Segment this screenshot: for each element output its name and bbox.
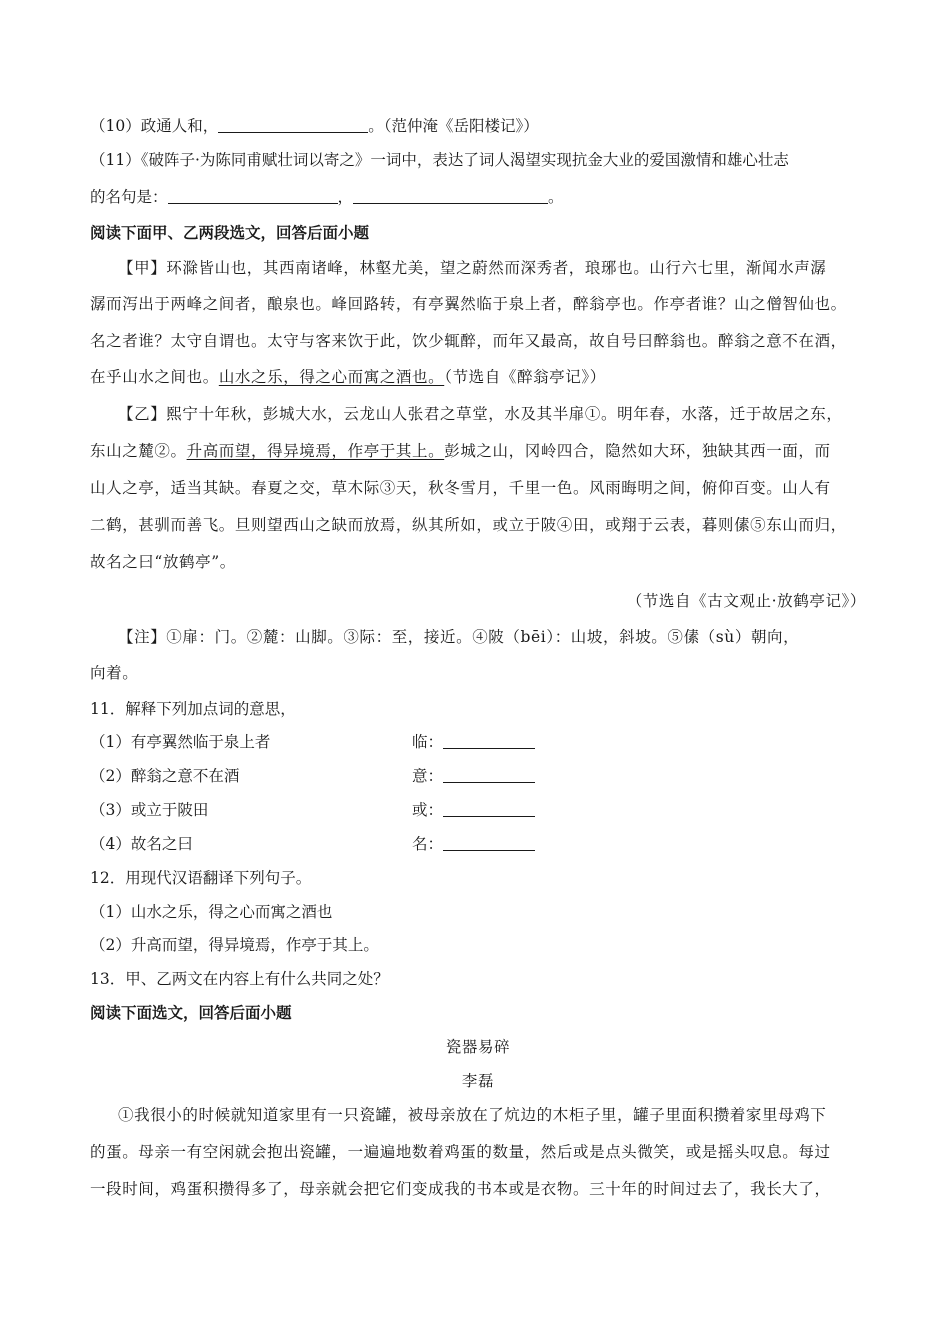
- answer-blank[interactable]: [168, 187, 338, 204]
- translation-item: （1）山水之乐，得之心而寓之酒也: [90, 903, 333, 921]
- question-10: （10）政通人和， 。（范仲淹《岳阳楼记》）: [90, 117, 539, 135]
- article-paragraph-line: ①我很小的时候就知道家里有一只瓷罐，被母亲放在了炕边的木柜子里，罐子里面积攒着家里母鸡下: [118, 1106, 827, 1124]
- translation-item: （2）升高而望，得异境焉，作亭于其上。: [90, 936, 379, 954]
- passage-yi-line: 二鹤，甚驯而善飞。旦则望西山之缺而放焉，纵其所如，或立于陂④田，或翔于云表，暮则傃⑤东山而归，: [90, 516, 847, 534]
- question-12-stem: 12．用现代汉语翻译下列句子。: [90, 869, 312, 887]
- question-11-stem: 11．解释下列加点词的意思，: [90, 700, 296, 718]
- passage-jia-line: 在乎山水之间也。山水之乐，得之心而寓之酒也。（节选自《醉翁亭记》）: [90, 368, 606, 386]
- passage-yi-line: 【乙】熙宁十年秋，彭城大水，云龙山人张君之草堂，水及其半扉①。明年春，水落，迁于故居之东，: [118, 405, 843, 423]
- answer-blank[interactable]: [443, 800, 535, 817]
- vocab-item: （4）故名之曰 名：: [90, 832, 866, 856]
- passage-jia-line: 名之者谁？太守自谓也。太守与客来饮于此，饮少辄醉，而年又最高，故自号曰醉翁也。醉翁之意不在酒，: [90, 332, 847, 350]
- answer-blank[interactable]: [353, 187, 548, 204]
- passage-jia-line: 潺而泻出于两峰之间者，酿泉也。峰回路转，有亭翼然临于泉上者，醉翁亭也。作亭者谁？山之僧智仙也。: [90, 295, 847, 313]
- article-paragraph-line: 的蛋。母亲一有空闲就会抱出瓷罐，一遍遍地数着鸡蛋的数量，然后或是点头微笑，或是摇头叹息。每过: [90, 1143, 831, 1161]
- passage-yi-line: 东山之麓②。升高而望，得异境焉，作亭于其上。彭城之山，冈岭四合，隐然如大环，独缺其西一面，而: [90, 442, 831, 460]
- annotation-note: 向着。: [90, 664, 139, 682]
- question-11-line2: 的名句是： ， 。: [90, 188, 564, 206]
- article-title: 瓷器易碎: [445, 1038, 511, 1056]
- passage-yi-line: 山人之亭，适当其缺。春夏之交，草木际③天，秋冬雪月，千里一色。风雨晦明之间，俯仰百变。山人有: [90, 479, 831, 497]
- vocab-item: （2）醉翁之意不在酒 意：: [90, 764, 866, 788]
- section-heading: 阅读下面甲、乙两段选文，回答后面小题: [90, 223, 370, 242]
- passage-yi-source: （节选自《古文观止·放鹤亭记》）: [626, 592, 866, 610]
- article-author: 李磊: [461, 1072, 495, 1090]
- vocab-item: （1）有亭翼然临于泉上者 临：: [90, 730, 866, 754]
- article-paragraph-line: 一段时间，鸡蛋积攒得多了，母亲就会把它们变成我的书本或是衣物。三十年的时间过去了，我长大了，: [90, 1180, 831, 1198]
- answer-blank[interactable]: [218, 116, 368, 133]
- answer-blank[interactable]: [443, 834, 535, 851]
- section-heading: 阅读下面选文，回答后面小题: [90, 1003, 292, 1022]
- vocab-item: （3）或立于陂田 或：: [90, 798, 866, 822]
- underlined-sentence: 山水之乐，得之心而寓之酒也。: [218, 368, 445, 386]
- passage-yi-line: 故名之曰“放鹤亭”。: [90, 553, 236, 571]
- annotation-note: 【注】①扉：门。②麓：山脚。③际：至，接近。④陂（bēi）：山坡，斜坡。⑤傃（sù）朝向，: [118, 628, 800, 646]
- answer-blank[interactable]: [443, 766, 535, 783]
- question-13-stem: 13．甲、乙两文在内容上有什么共同之处？: [90, 970, 389, 988]
- question-11-line1: （11）《破阵子·为陈同甫赋壮词以寄之》一词中，表达了词人渴望实现抗金大业的爱国激情和雄心壮志: [90, 151, 789, 169]
- underlined-sentence: 升高而望，得异境焉，作亭于其上。: [186, 442, 445, 460]
- passage-jia-line: 【甲】环滁皆山也，其西南诸峰，林壑尤美，望之蔚然而深秀者，琅琊也。山行六七里，渐闻水声潺: [118, 259, 827, 277]
- answer-blank[interactable]: [443, 732, 535, 749]
